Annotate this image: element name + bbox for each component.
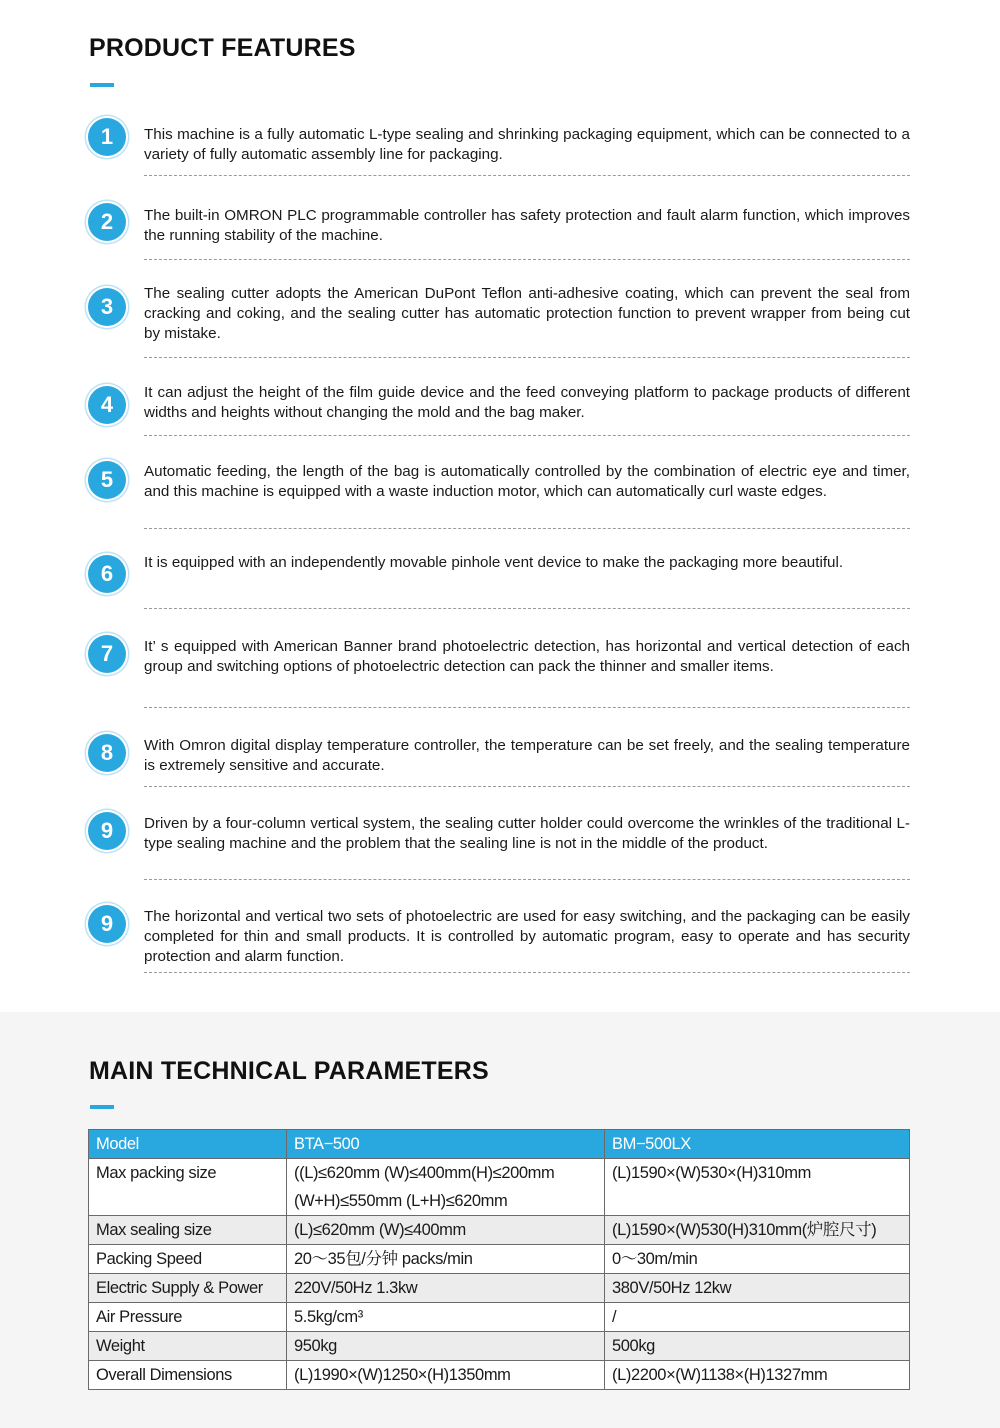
param-name-cell: Max packing size xyxy=(89,1159,287,1216)
table-row xyxy=(89,1361,910,1390)
dashed-divider xyxy=(144,357,910,358)
parameters-table xyxy=(88,1129,910,1390)
param-value-cell: 220V/50Hz 1.3kw xyxy=(287,1274,605,1303)
dashed-divider xyxy=(144,608,910,609)
feature-text: It’ s equipped with American Banner brand photoelectric detection, has horizontal and vertical detection of each group and switching options of photoelectric detection can pack the thinner and smaller items. xyxy=(144,638,910,675)
table-header-row xyxy=(89,1130,910,1159)
feature-text: It is equipped with an independently movable pinhole vent device to make the packaging more beautiful. xyxy=(144,554,844,571)
param-value-cell: 380V/50Hz 12kw xyxy=(605,1274,910,1303)
param-value-cell: 0～30m/min xyxy=(605,1245,910,1274)
param-value-cell: 950kg xyxy=(287,1332,605,1361)
param-value-cell: 20～35包/分钟 packs/min xyxy=(287,1245,605,1274)
feature-text: With Omron digital display temperature controller, the temperature can be set freely, and the sealing temperature is extremely sensitive and accurate. xyxy=(144,737,910,774)
param-name-cell: Overall Dimensions xyxy=(89,1361,287,1390)
table-row xyxy=(89,1216,910,1245)
dashed-divider xyxy=(144,786,910,787)
table-row xyxy=(89,1159,910,1188)
feature-text: This machine is a fully automatic L-type sealing and shrinking packaging equipment, which can be connected to a variety of fully automatic assembly line for packaging. xyxy=(144,126,910,163)
feature-text: The built-in OMRON PLC programmable controller has safety protection and fault alarm function, which improves the running stability of the machine. xyxy=(144,207,910,244)
header-cell: BTA−500 xyxy=(287,1130,605,1159)
header-cell: BM−500LX xyxy=(605,1130,910,1159)
dashed-divider xyxy=(144,879,910,880)
param-value-cell: / xyxy=(605,1303,910,1332)
dashed-divider xyxy=(144,528,910,529)
feature-text: The sealing cutter adopts the American DuPont Teflon anti-adhesive coating, which can prevent the seal from cracking and coking, and the sealing cutter has automatic protection function to prevent wrapper from being cut by mistake. xyxy=(144,285,910,342)
param-name-cell: Air Pressure xyxy=(89,1303,287,1332)
table-row xyxy=(89,1274,910,1303)
feature-text: Driven by a four-column vertical system, the sealing cutter holder could overcome the wrinkles of the traditional L-type sealing machine and the problem that the sealing line is not in the middle of the product. xyxy=(144,815,910,852)
param-value-cell: (L)≤620mm (W)≤400mm xyxy=(287,1216,605,1245)
param-value-cell: (W+H)≤550mm (L+H)≤620mm xyxy=(287,1187,605,1216)
dashed-divider xyxy=(144,972,910,973)
param-value-cell: (L)2200×(W)1138×(H)1327mm xyxy=(605,1361,910,1390)
title-accent-bar xyxy=(90,83,114,87)
feature-text: It can adjust the height of the film guide device and the feed conveying platform to package products of different widths and heights without changing the mold and the bag maker. xyxy=(144,384,910,421)
number-badge-icon: 6 xyxy=(88,555,126,593)
param-value-cell: (L)1590×(W)530(H)310mm(炉腔尺寸) xyxy=(605,1216,910,1245)
param-name-cell: Packing Speed xyxy=(89,1245,287,1274)
feature-text: The horizontal and vertical two sets of photoelectric are used for easy switching, and the packaging can be easily completed for thin and small products. It is controlled by automatic program, easy to operate and has security protection and alarm function. xyxy=(144,908,910,965)
param-value-cell: ((L)≤620mm (W)≤400mm(H)≤200mm xyxy=(287,1159,605,1188)
dashed-divider xyxy=(144,259,910,260)
dashed-divider xyxy=(144,707,910,708)
number-badge-icon: 4 xyxy=(88,386,126,424)
feature-text: Automatic feeding, the length of the bag is automatically controlled by the combination of electric eye and timer, and this machine is equipped with a waste induction motor, which can automatically curl waste edges. xyxy=(144,463,910,500)
dashed-divider xyxy=(144,175,910,176)
dashed-divider xyxy=(144,435,910,436)
param-name-cell: Electric Supply & Power xyxy=(89,1274,287,1303)
param-value-cell: 5.5kg/cm³ xyxy=(287,1303,605,1332)
number-badge-icon: 9 xyxy=(88,905,126,943)
number-badge-icon: 5 xyxy=(88,461,126,499)
param-name-cell: Max sealing size xyxy=(89,1216,287,1245)
param-value-cell: (L)1590×(W)530×(H)310mm xyxy=(605,1159,910,1216)
table-row xyxy=(89,1303,910,1332)
features-title: PRODUCT FEATURES xyxy=(89,34,356,62)
number-badge-icon: 7 xyxy=(88,635,126,673)
number-badge-icon: 8 xyxy=(88,734,126,772)
param-value-cell: (L)1990×(W)1250×(H)1350mm xyxy=(287,1361,605,1390)
param-value-cell: 500kg xyxy=(605,1332,910,1361)
number-badge-icon: 9 xyxy=(88,812,126,850)
parameters-title: MAIN TECHNICAL PARAMETERS xyxy=(89,1057,489,1085)
header-cell: Model xyxy=(89,1130,287,1159)
number-badge-icon: 3 xyxy=(88,288,126,326)
table-row xyxy=(89,1332,910,1361)
technical-parameters-section xyxy=(0,1012,1000,1428)
number-badge-icon: 1 xyxy=(88,118,126,156)
number-badge-icon: 2 xyxy=(88,203,126,241)
table-row xyxy=(89,1245,910,1274)
param-name-cell: Weight xyxy=(89,1332,287,1361)
title-accent-bar xyxy=(90,1105,114,1109)
